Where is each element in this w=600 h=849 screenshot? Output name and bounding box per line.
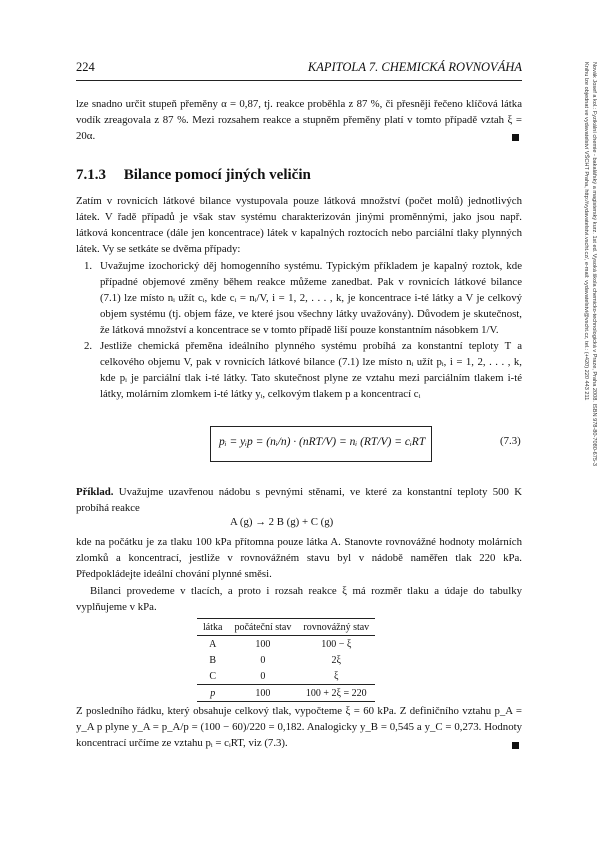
column-header: počáteční stav (228, 619, 297, 636)
example-label: Příklad. (76, 486, 114, 498)
section-number: 7.1.3 (76, 167, 106, 183)
column-header: rovnovážný stav (297, 619, 375, 636)
table-row: A 100 100 − ξ (209, 638, 352, 650)
equation-number: (7.3) (500, 435, 521, 447)
page-number: 224 (76, 60, 95, 74)
section-paragraph: Zatím v rovnicích látkové bilance vystupovala pouze látková množství (počet molů) jednotlivých látek. V řadě případů je však stav systému charakterizován jinými proměnnými, jako jsou např. látková koncentrace (dále jen koncentrace) látek v kapalných roztocích nebo parciální tlaky plynných látek. Vy se setkáte se dvěma případy: (76, 195, 522, 255)
end-of-example-mark (512, 742, 519, 749)
section-heading (76, 167, 311, 184)
header-rule (76, 80, 522, 81)
list-item: 2. Jestliže chemická přeměna ideálního plynného systému probíhá za konstantní teploty T a celkového objemu V, pak v rovnicích látkové bilance (7.1) lze místo nᵢ užít pᵢ, i = 1, 2, . . . , k, kde pᵢ je parciální tlak i-té látky. Tato skutečnost plyne ze vztahu mezi parciálním tlakem i-té látky, molárním zlomkem i-té látky yᵢ, celkovým tlakem p a koncentrací cᵢ (84, 340, 522, 400)
table-total-row: p 100 100 + 2ξ = 220 (197, 685, 375, 702)
example-task: kde na počátku je za tlaku 100 kPa přítomna pouze látka A. Stanovte rovnovážné hodnoty molárních zlomků a koncentrací, jestliže v rovnovážném stavu byl v nádobě naměřen tlak 220 kPa. Předpokládejte ideální chování plynné směsi. (76, 536, 522, 580)
reaction-equation: A (g) → 2 B (g) + C (g) (230, 516, 334, 528)
side-note-line: Novák Josef a kol.: Fyzikální chemie - bakalářský a magisterský kurz. 1st ed. Vysoká škola chemicko-technologická v Praze, Praha 2008. ISBN 978-80-7080-675-3 (591, 62, 597, 466)
example-method: Bilanci provedeme v tlacích, a proto i rozsah reakce ξ má rozměr tlaku a údaje do tabulky vyplňujeme v kPa. (76, 585, 522, 613)
table-row: B 0 2ξ (209, 654, 341, 666)
table-row: C 0 ξ (209, 670, 339, 682)
page-header (76, 60, 522, 78)
equation-box (210, 426, 432, 462)
side-note (582, 62, 597, 602)
list-item: 1. Uvažujme izochorický děj homogenního systému. Typickým příkladem je kapalný roztok, kde případné objemové změny během reakce můžeme zanedbat. Pak v rovnicích látkové bilance (7.1) lze místo nᵢ užít cᵢ, kde cᵢ = nᵢ/V, i = 1, 2, . . . , k, je koncentrace i-té látky a V je celkový objem systému (tj. objem fáze, ve které jsou všechny látky uvažovány). Důvodem je skutečnost, že látková množství a koncentrace se v tomto případě liší pouze konstantním násobkem 1/V. (84, 260, 522, 336)
balance-table (197, 618, 375, 702)
section-title: Bilance pomocí jiných veličin (123, 167, 311, 183)
example-conclusion: Z posledního řádku, který obsahuje celkový tlak, vypočteme ξ = 60 kPa. Z definičního vztahu p_A = y_A p plyne y_A = p_A/p = (100 − 60)/220 = 0,182. Analogicky y_B = 0,545 a y_C = 0,273. Hodnoty koncentrací určíme ze vztahu pᵢ = cᵢRT, viz (7.3). (76, 705, 522, 749)
chapter-title: KAPITOLA 7. CHEMICKÁ ROVNOVÁHA (307, 60, 522, 74)
column-header: látka (197, 619, 228, 636)
side-note-line: Knihu lze objednat ve vydavatelství VŠCHT Praha, http://vydavatelstvi.vscht.cz/, e-mail: vydavatelstvi@vscht.cz, tel.: (+420) 220 443 211 (583, 62, 589, 401)
intro-paragraph: lze snadno určit stupeň přeměny α = 0,87, tj. reakce proběhla z 87 %, či přesněji řečeno klíčová látka vodík zreagovala z 87 %. Mezi rozsahem reakce a stupněm přeměny platí v tomto případě vztah ξ = 20α. (76, 98, 522, 142)
equation: pᵢ = yᵢp = (nᵢ/n) · (nRT/V) = nᵢ (RT/V) = cᵢRT (219, 436, 426, 448)
example-intro: Příklad. Uvažujme uzavřenou nádobu s pevnými stěnami, ve které za konstantní teploty 500 K probíhá reakce (76, 486, 522, 514)
end-of-proof-mark (512, 134, 519, 141)
case-list (76, 258, 522, 402)
